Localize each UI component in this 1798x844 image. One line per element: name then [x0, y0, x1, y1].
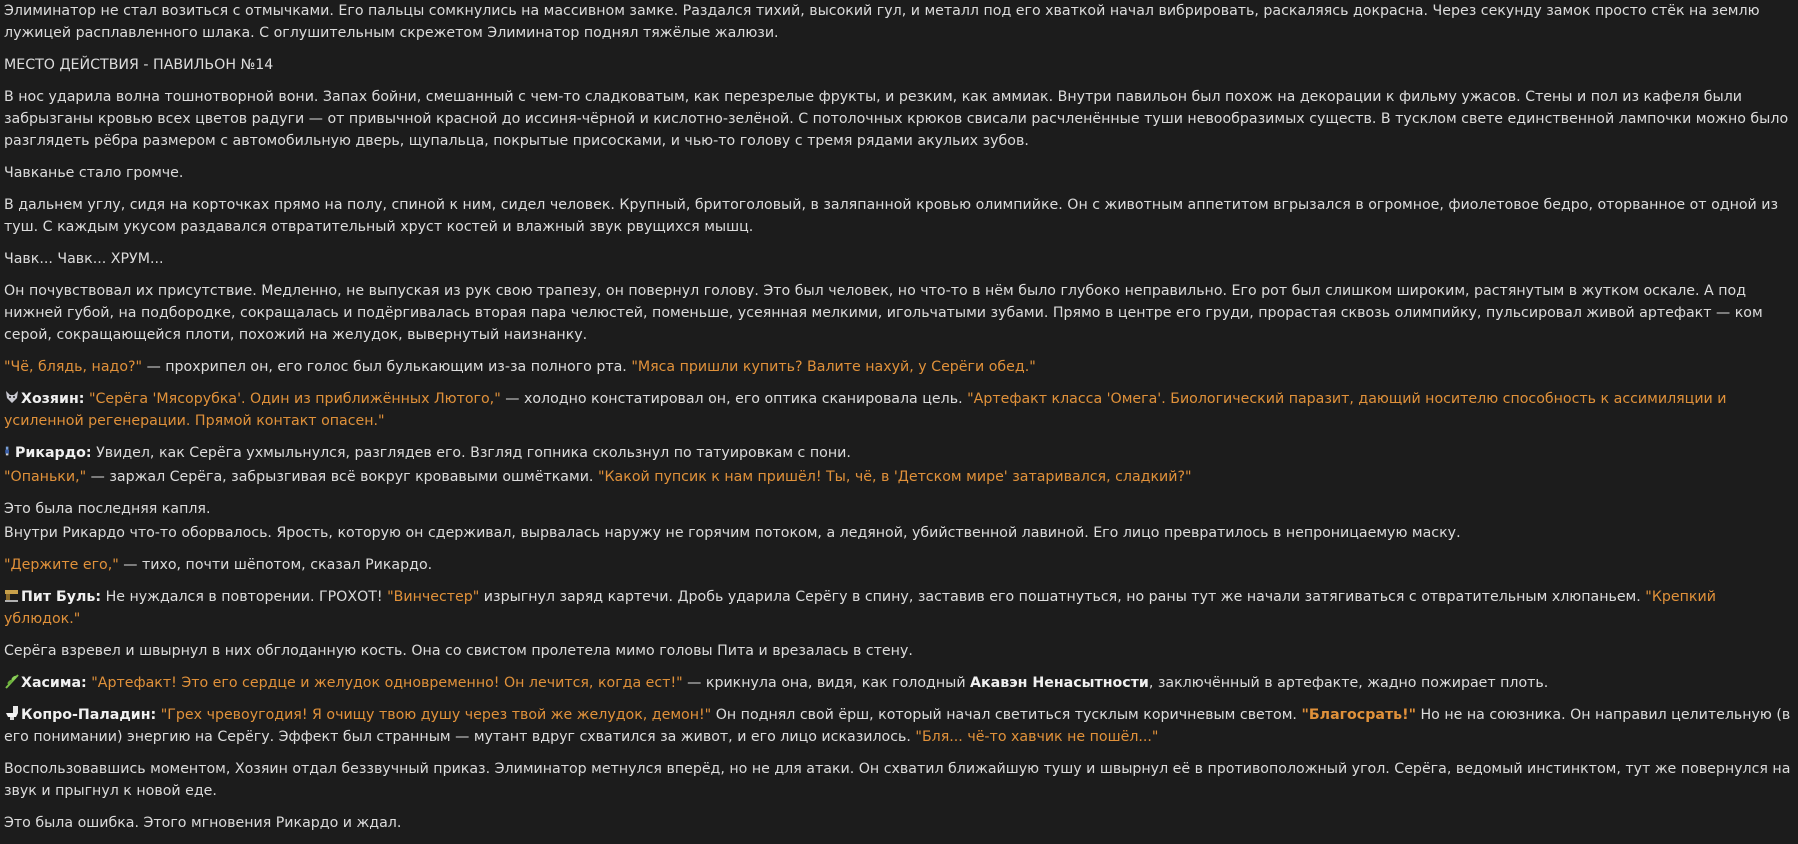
character-name: Хозяин:	[21, 391, 85, 407]
quote: "Артефакт класса 'Омега'. Биологический паразит, дающий носителю способность к ассимиляции и усиленной регенерации. Прямой контакт опасен."	[4, 391, 1727, 429]
narration: Увидел, как Серёга ухмыльнулся, разглядев его. Взгляд гопника скользнул по татуировкам с пони.	[91, 445, 851, 461]
paragraph: Элиминатор не стал возиться с отмычками. Его пальцы сомкнулись на массивном замке. Раздался тихий, высокий гул, и металл под его хваткой начал вибрировать, раскаляясь докрасна. Через секунду замок просто стёк на землю лужицей расплавленного шлака. С оглушительным скрежетом Элиминатор поднял тяжёлые жалюзи.	[4, 3, 1760, 41]
narration: Не нуждался в повторении. ГРОХОТ!	[101, 589, 388, 605]
narration: Но не на союзника. Он направил целительную (в его понимании) энергию на Серёгу. Эффект был странным — мутант вдруг схватился за живот, и его лицо исказилось.	[4, 707, 1791, 745]
paragraph: Он почувствовал их присутствие. Медленно, не выпуская из рук свою трапезу, он повернул голову. Это был человек, но что-то в нём было глубоко неправильно. Его рот был слишком широким, растянутым в жутком оскале. А под нижней губой, на подбородке, сокращалась и подёргивалась вторая пара челюстей, поменьше, усеянная мелкими, игольчатыми зубами. Прямо в центре его груди, прорастая сквозь олимпийку, пульсировал живой артефакт — ком серой, сокращающейся плоти, похожий на желудок, вывернутый наизнанку.	[4, 283, 1763, 343]
paragraph: В нос ударила волна тошнотворной вони. Запах бойни, смешанный с чем-то сладковатым, как перезрелые фрукты, и резким, как аммиак. Внутри павильон был похож на декорации к фильму ужасов. Стены и пол из кафеля были забрызганы кровью всех цветов радуги — от привычной красной до иссиня-чёрной и кислотно-зелёной. С потолочных крюков свисали расчленённые туши невообразимых существ. В тусклом свете единственной лампочки можно было разглядеть рёбра размером с автомобильную дверь, щупальца, покрытые присосками, и чью-то голову с тремя рядами акульих зубов.	[4, 89, 1789, 149]
dialogue-paragraph	[4, 356, 1792, 378]
quote: "Артефакт! Это его сердце и желудок одновременно! Он лечится, когда ест!"	[91, 675, 683, 691]
paragraph: Это была последняя капля.	[4, 501, 211, 517]
quote: "Какой пупсик к нам пришёл! Ты, чё, в 'Детском мире' затаривался, сладкий?"	[597, 469, 1192, 485]
character-paragraph	[4, 388, 1792, 432]
paragraph: Чавканье стало громче.	[4, 165, 184, 181]
narration: — заржал Серёга, забрызгивая всё вокруг кровавыми ошмётками.	[86, 469, 598, 485]
dialogue-paragraph	[4, 466, 1792, 488]
narration: — холодно констатировал он, его оптика сканировала цель.	[500, 391, 968, 407]
narration: Он поднял свой ёрш, который начал светиться тусклым коричневым светом.	[711, 707, 1302, 723]
gun-icon	[4, 587, 20, 603]
bold-term: Акавэн Ненасытности	[970, 675, 1149, 691]
figure-icon	[4, 443, 14, 459]
character-name: Хасима:	[21, 675, 87, 691]
character-name: Пит Буль:	[21, 589, 102, 605]
wolf-icon	[4, 389, 20, 405]
narration: — тихо, почти шёпотом, сказал Рикардо.	[118, 557, 433, 573]
quote: "Крепкий ублюдок."	[4, 589, 1716, 627]
narration: изрыгнул заряд картечи. Дробь ударила Серёгу в спину, заставив его пошатнуться, но раны тут же начали затягиваться с отвратительным хлюпаньем.	[479, 589, 1646, 605]
narration: — прохрипел он, его голос был булькающим из-за полного рта.	[142, 359, 632, 375]
quote: "Мяса пришли купить? Валите нахуй, у Серёги обед."	[631, 359, 1036, 375]
character-paragraph	[4, 672, 1792, 694]
paragraph: Серёга взревел и швырнул в них обглоданную кость. Она со свистом пролетела мимо головы Пита и врезалась в стену.	[4, 643, 913, 659]
quote: "Чё, блядь, надо?"	[4, 359, 143, 375]
paragraph: Чавк... Чавк... ХРУМ...	[4, 251, 164, 267]
quote: "Держите его,"	[4, 557, 119, 573]
character-name: Копро-Паладин:	[21, 707, 157, 723]
scene-heading: МЕСТО ДЕЙСТВИЯ - ПАВИЛЬОН №14	[4, 57, 274, 73]
paragraph: Это была ошибка. Этого мгновения Рикардо и ждал.	[4, 815, 402, 831]
quote: "Винчестер"	[387, 589, 480, 605]
bold-quote: "Благосрать!"	[1301, 707, 1416, 723]
quote: "Грех чревоугодия! Я очищу твою душу через твой же желудок, демон!"	[160, 707, 712, 723]
paragraph: Воспользовавшись моментом, Хозяин отдал беззвучный приказ. Элиминатор метнулся вперёд, но не для атаки. Он схватил ближайшую тушу и швырнул её в противоположный угол. Серёга, ведомый инстинктом, тут же повернулся на звук и прыгнул к новой еде.	[4, 761, 1791, 799]
paragraph: В дальнем углу, сидя на корточках прямо на полу, спиной к ним, сидел человек. Крупный, бритоголовый, в заляпанной кровью олимпийке. Он с животным аппетитом вгрызался в огромное, фиолетовое бедро, оторванное от одной из туш. С каждым укусом раздавался отвратительный хруст костей и влажный звук рвущихся мышц.	[4, 197, 1779, 235]
quote: "Бля... чё-то хавчик не пошёл..."	[915, 729, 1159, 745]
document-body	[4, 0, 1792, 844]
quote: "Серёга 'Мясорубка'. Один из приближённых Лютого,"	[88, 391, 501, 407]
narration: , заключённый в артефакте, жадно пожирает плоть.	[1148, 675, 1549, 691]
quote: "Опаньки,"	[4, 469, 87, 485]
narration: — крикнула она, видя, как голодный	[682, 675, 971, 691]
character-paragraph	[4, 586, 1792, 630]
dialogue-paragraph	[4, 554, 1792, 576]
character-paragraph	[4, 442, 1792, 464]
character-name: Рикардо:	[15, 445, 92, 461]
herb-icon	[4, 673, 20, 689]
paragraph: Внутри Рикардо что-то оборвалось. Ярость, которую он сдерживал, вырвалась наружу не горячим потоком, а ледяной, убийственной лавиной. Его лицо превратилось в непроницаемую маску.	[4, 525, 1461, 541]
toilet-icon	[4, 705, 20, 721]
character-paragraph	[4, 704, 1792, 748]
